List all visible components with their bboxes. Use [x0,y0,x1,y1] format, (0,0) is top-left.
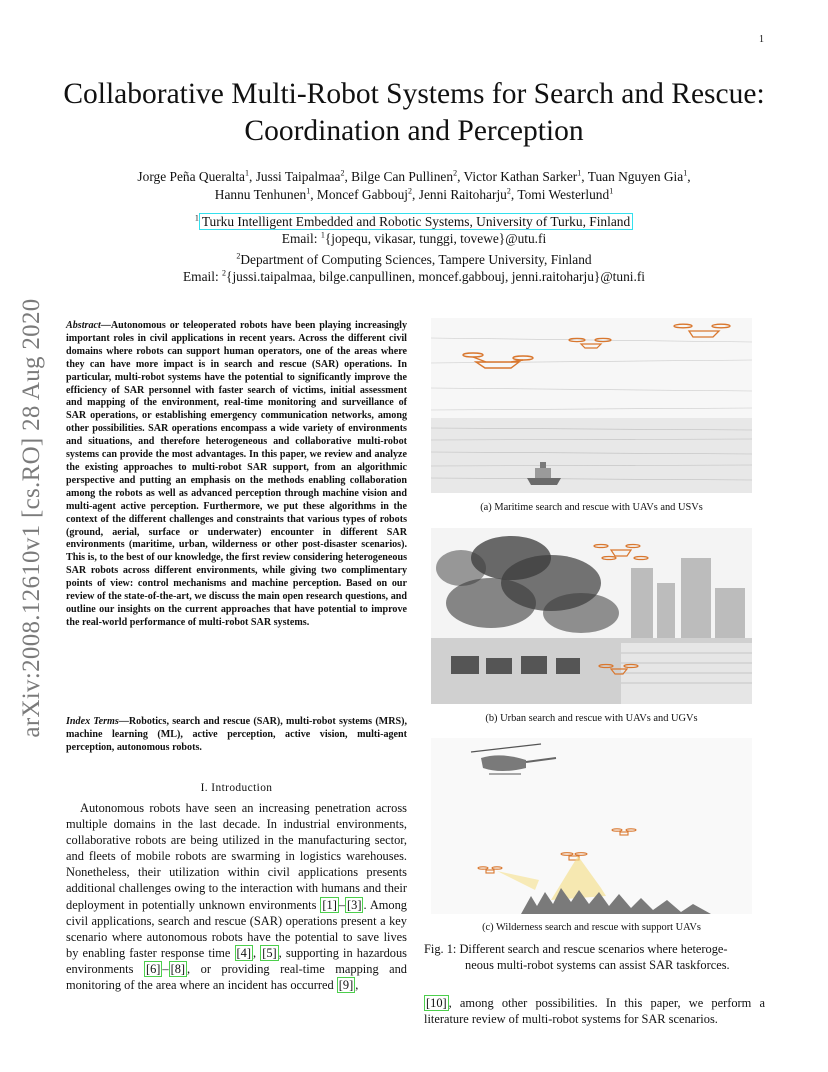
author-name: Jenni Raitoharju [418,187,507,202]
affiliation-1-link[interactable]: Turku Intelligent Embedded and Robotic Systems, University of Turku, Finland [199,213,633,230]
intro-text-5: , [355,978,359,993]
citation-link[interactable]: [1] [322,897,337,912]
intro-text-4: , or providing real-time mapping and monitoring of the area where an incident has occurred [66,961,408,993]
affiliation-1 [60,213,768,230]
citation-link[interactable]: [6] [145,961,161,976]
urban-sar-image [431,528,752,704]
author-affiliation-sup: 2 [340,168,345,178]
figure-caption [424,941,765,973]
arxiv-id: arXiv:2008.12610v1 [cs.RO] 28 Aug 2020 [18,298,45,738]
author-name: Tuan Nguyen Gia [587,169,684,184]
index-terms-lead: Index Terms [66,716,119,727]
intro-text-3: , supporting in hazardous environments [66,945,407,976]
intro-text-2: . Among civil applications, search and rescue (SAR) operations present a key scenario where autonomous robots have the potential to save lives by enabling faster response time [66,897,408,960]
author-affiliation-sup: 1 [245,168,250,178]
intro-text-1: Autonomous robots have seen an increasing penetration across multiple domains in the last decade. In industrial environments, collaborative robots are being utilized in the manufacturing sector, and fleets of mobile robots are swarming in logistics warehouses. Nonetheless, their utilization within civil applications presents additional challenges owing to the interaction with humans and their deployment in potentially unknown environments [66,801,407,912]
author-affiliation-sup: 1 [609,186,614,196]
affiliation-2-sup: 2 [236,251,241,261]
author-name: Hannu Tenhunen [214,187,307,202]
email-2-prefix: Email: [182,269,223,284]
wilderness-sar-image [431,738,752,914]
citation-link[interactable]: [10] [426,996,447,1010]
author-name: Victor Kathan Sarker [463,169,578,184]
page-number: 1 [759,34,764,45]
citation-link[interactable]: [4] [236,945,251,960]
paper-title: Collaborative Multi-Robot Systems for Search and Rescue: Coordination and Perception [63,78,765,147]
intro-dash-2: – [162,961,169,976]
email-1-sup: 1 [320,230,325,240]
figure-caption-line-2: neous multi-robot systems can assist SAR taskforces. [465,958,730,973]
author-affiliation-sup: 1 [577,168,582,178]
caption-a: (a) Maritime search and rescue with UAVs and USVs [480,502,703,513]
intro-paragraph [66,800,407,993]
email-1-text: {jopequ, vikasar, tunggi, tovewe}@utu.fi [324,231,547,246]
figure-caption-line-1: Fig. 1: Different search and rescue scenarios where heteroge- [424,942,728,956]
intro-comma-1: , [253,945,261,960]
caption-b: (b) Urban search and rescue with UAVs and UGVs [485,713,698,724]
wilderness-scene-svg [431,738,752,914]
citation-link[interactable]: [5] [262,945,277,960]
email-2-text: {jussi.taipalmaa, bilge.canpullinen, moncef.gabbouj, jenni.raitoharju}@tuni.fi [226,269,646,284]
index-terms [66,716,407,755]
email-1-prefix: Email: [281,231,321,246]
index-terms-text: —Robotics, search and rescue (SAR), multi-robot systems (MRS), machine learning (ML), active perception, active vision, multi-agent perception, autonomous robots. [66,716,407,753]
affiliation-2 [60,251,768,268]
maritime-sar-image [431,318,752,493]
email-2-sup: 2 [222,268,227,278]
abstract [66,320,407,630]
intro-continuation [424,995,765,1027]
author-affiliation-sup: 2 [408,186,413,196]
citation-link[interactable]: [8] [170,961,186,976]
affiliation-1-sup: 1 [194,213,199,223]
author-name: Bilge Can Pullinen [351,169,454,184]
author-affiliation-sup: 2 [506,186,511,196]
maritime-scene-svg [431,318,752,493]
author-list: Jorge Peña Queralta$^1$, Jussi Taipalmaa$^2$, Bilge Can Pullinen$^2$, Victor Kathan Sarker$^1$, Tuan Nguyen Gia$^1$, Hannu Tenhunen$^1$, Moncef Gabbouj$^2$, Jenni Raitoharju$^2$, Tomi Westerlund$^1$ [137,168,691,202]
urban-scene-svg [431,528,752,704]
author-name: Tomi Westerlund [517,187,610,202]
author-affiliation-sup: 1 [683,168,688,178]
citation-link[interactable]: [3] [347,897,362,912]
citation-link[interactable]: [9] [338,978,354,993]
author-name: Jorge Peña Queralta [137,169,246,184]
abstract-lead: Abstract [66,320,101,331]
section-heading: I. Introduction [200,782,273,794]
email-2 [60,268,768,285]
author-name: Moncef Gabbouj [316,187,409,202]
email-1 [60,230,768,247]
affiliation-2-text: Department of Computing Sciences, Tampere University, Finland [240,252,592,267]
intro-dash-1: – [338,897,346,912]
arxiv-stamp [12,278,52,758]
abstract-text: —Autonomous or teleoperated robots have been playing increasingly important roles in civil applications in recent years. Across the different civil domains where robots can support human operators, one of the areas where they can have more impact is in search and rescue (SAR) operations. In particular, multi-robot systems have the potential to significantly improve the efficiency of SAR personnel with faster search of victims, initial assessment and mapping of the environment, real-time monitoring and surveillance of SAR operations, or establishing emergency communication networks, among other possibilities. SAR operations encompass a wide variety of environments and situations, and therefore heterogeneous and collaborative multi-robot systems can provide the most advantages. In this paper, we review and analyze the existing approaches to multi-robot SAR support, from an algorithmic perspective and putting an emphasis on the methods enabling collaboration among the robots as well as advanced perception through machine vision and multi-agent active perception. Furthermore, we put these algorithms in the context of the different challenges and constraints that various types of robots (ground, aerial, surface or underwater) encounter in different SAR environments (maritime, urban, wilderness or other post-disaster scenarios). This is, to the best of our knowledge, the first review considering heterogeneous SAR robots across different environments, while giving two complimentary points of view: control mechanisms and machine perception. Based on our review of the state-of-the-art, we discuss the main open research questions, and outline our insights on the current approaches that have potential to improve the real-world performance of multi-robot SAR systems. [66,320,407,628]
author-affiliation-sup: 2 [453,168,458,178]
intro-text-6: , among other possibilities. In this paper, we perform a literature review of multi-robot systems for SAR scenarios. [424,996,765,1027]
author-affiliation-sup: 1 [306,186,311,196]
author-name: Jussi Taipalmaa [255,169,341,184]
caption-c: (c) Wilderness search and rescue with support UAVs [482,922,701,933]
